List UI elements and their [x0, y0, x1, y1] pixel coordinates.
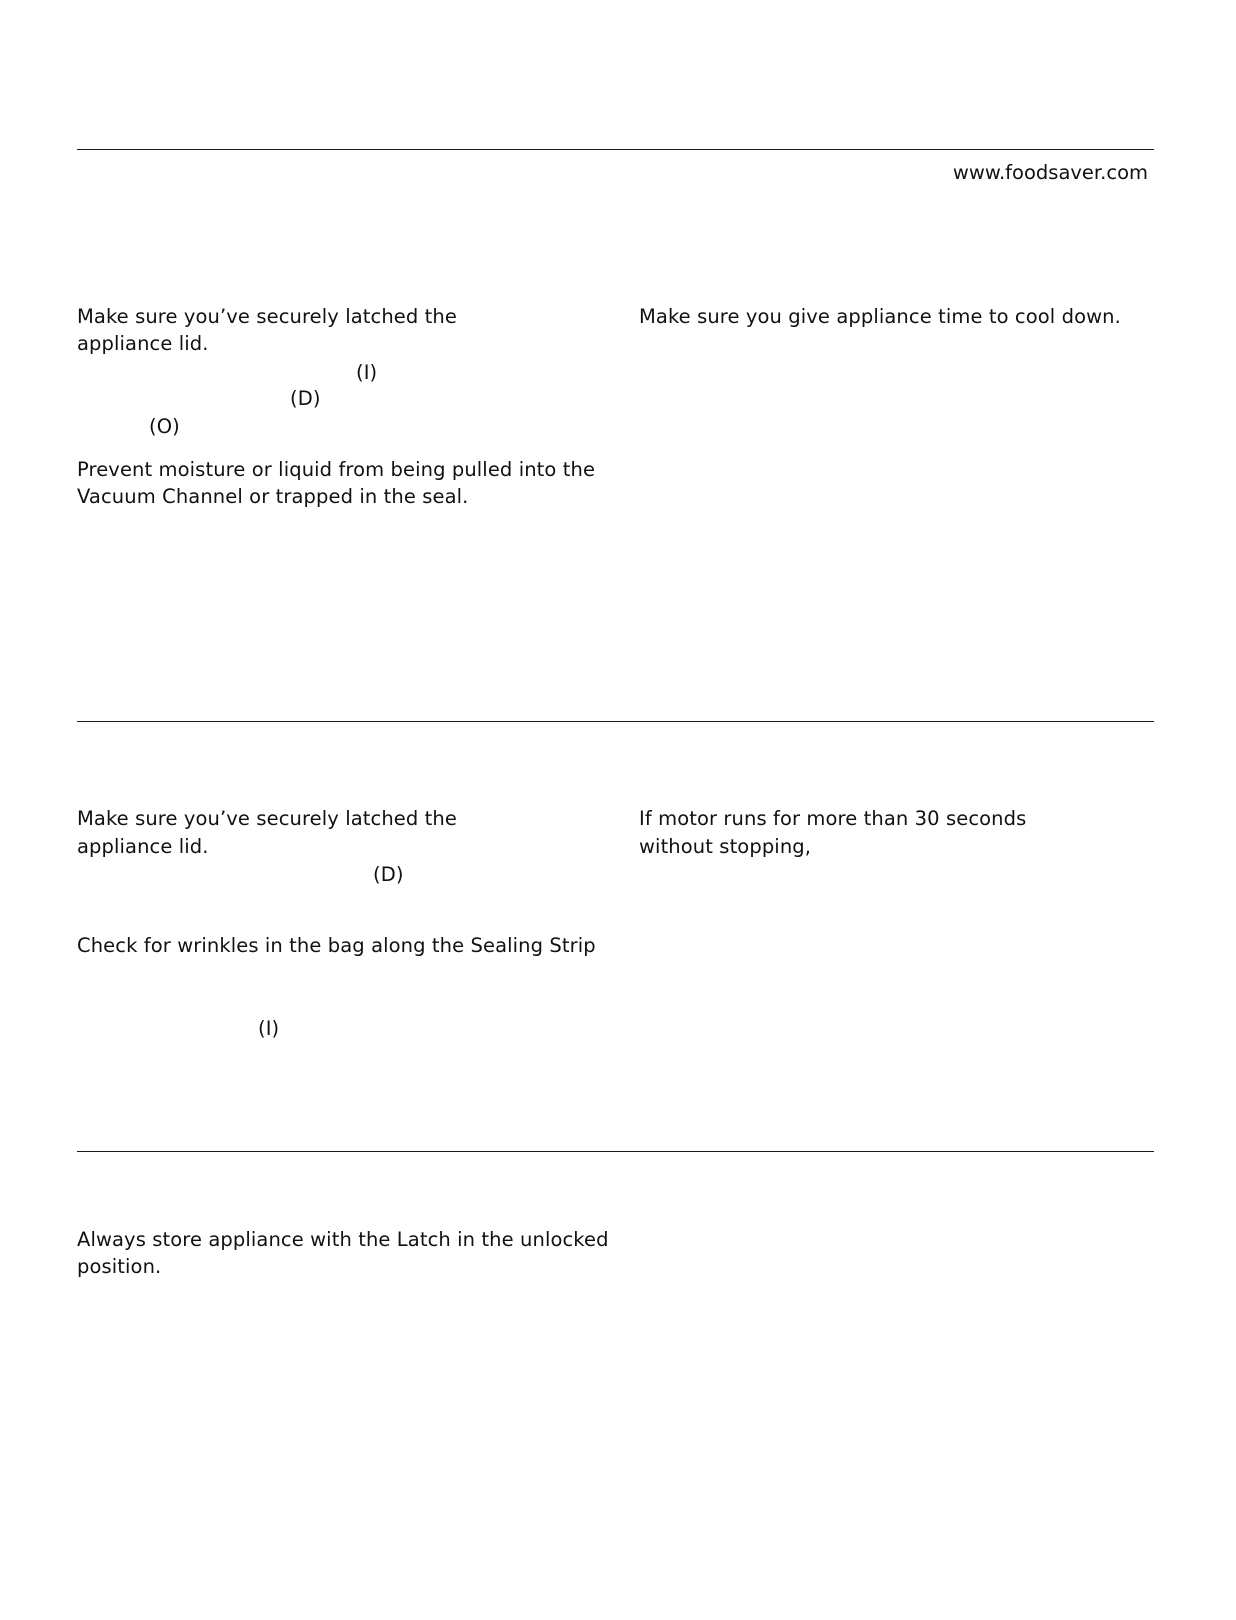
s1-ref-d: (D) — [290, 387, 321, 410]
s3-left-line-2: position. — [77, 1255, 162, 1278]
s1-right-line-1: Make sure you give appliance time to cool down. — [639, 305, 1121, 328]
s2-left-line-2: appliance lid. — [77, 835, 209, 858]
s2-left-para2-line-1: Check for wrinkles in the bag along the Sealing Strip — [77, 934, 596, 957]
s1-left-line-2: appliance lid. — [77, 332, 209, 355]
s2-right-line-1: If motor runs for more than 30 seconds — [639, 807, 1027, 830]
s1-left-para2-line-2: Vacuum Channel or trapped in the seal. — [77, 485, 469, 508]
s3-left-line-1: Always store appliance with the Latch in the unlocked — [77, 1228, 609, 1251]
website-url[interactable]: www.foodsaver.com — [952, 161, 1148, 184]
s1-left-line-1: Make sure you’ve securely latched the — [77, 305, 457, 328]
s1-ref-o: (O) — [149, 415, 180, 438]
s2-left-line-1: Make sure you’ve securely latched the — [77, 807, 457, 830]
s2-right-line-2: without stopping, — [639, 835, 812, 858]
section-divider-2 — [77, 1151, 1154, 1152]
section-divider-1 — [77, 721, 1154, 722]
s1-left-para2-line-1: Prevent moisture or liquid from being pulled into the — [77, 458, 596, 481]
header-divider — [77, 149, 1154, 150]
s1-ref-i: (I) — [356, 361, 378, 384]
s2-ref-i: (I) — [258, 1017, 280, 1040]
s2-ref-d: (D) — [373, 863, 404, 886]
